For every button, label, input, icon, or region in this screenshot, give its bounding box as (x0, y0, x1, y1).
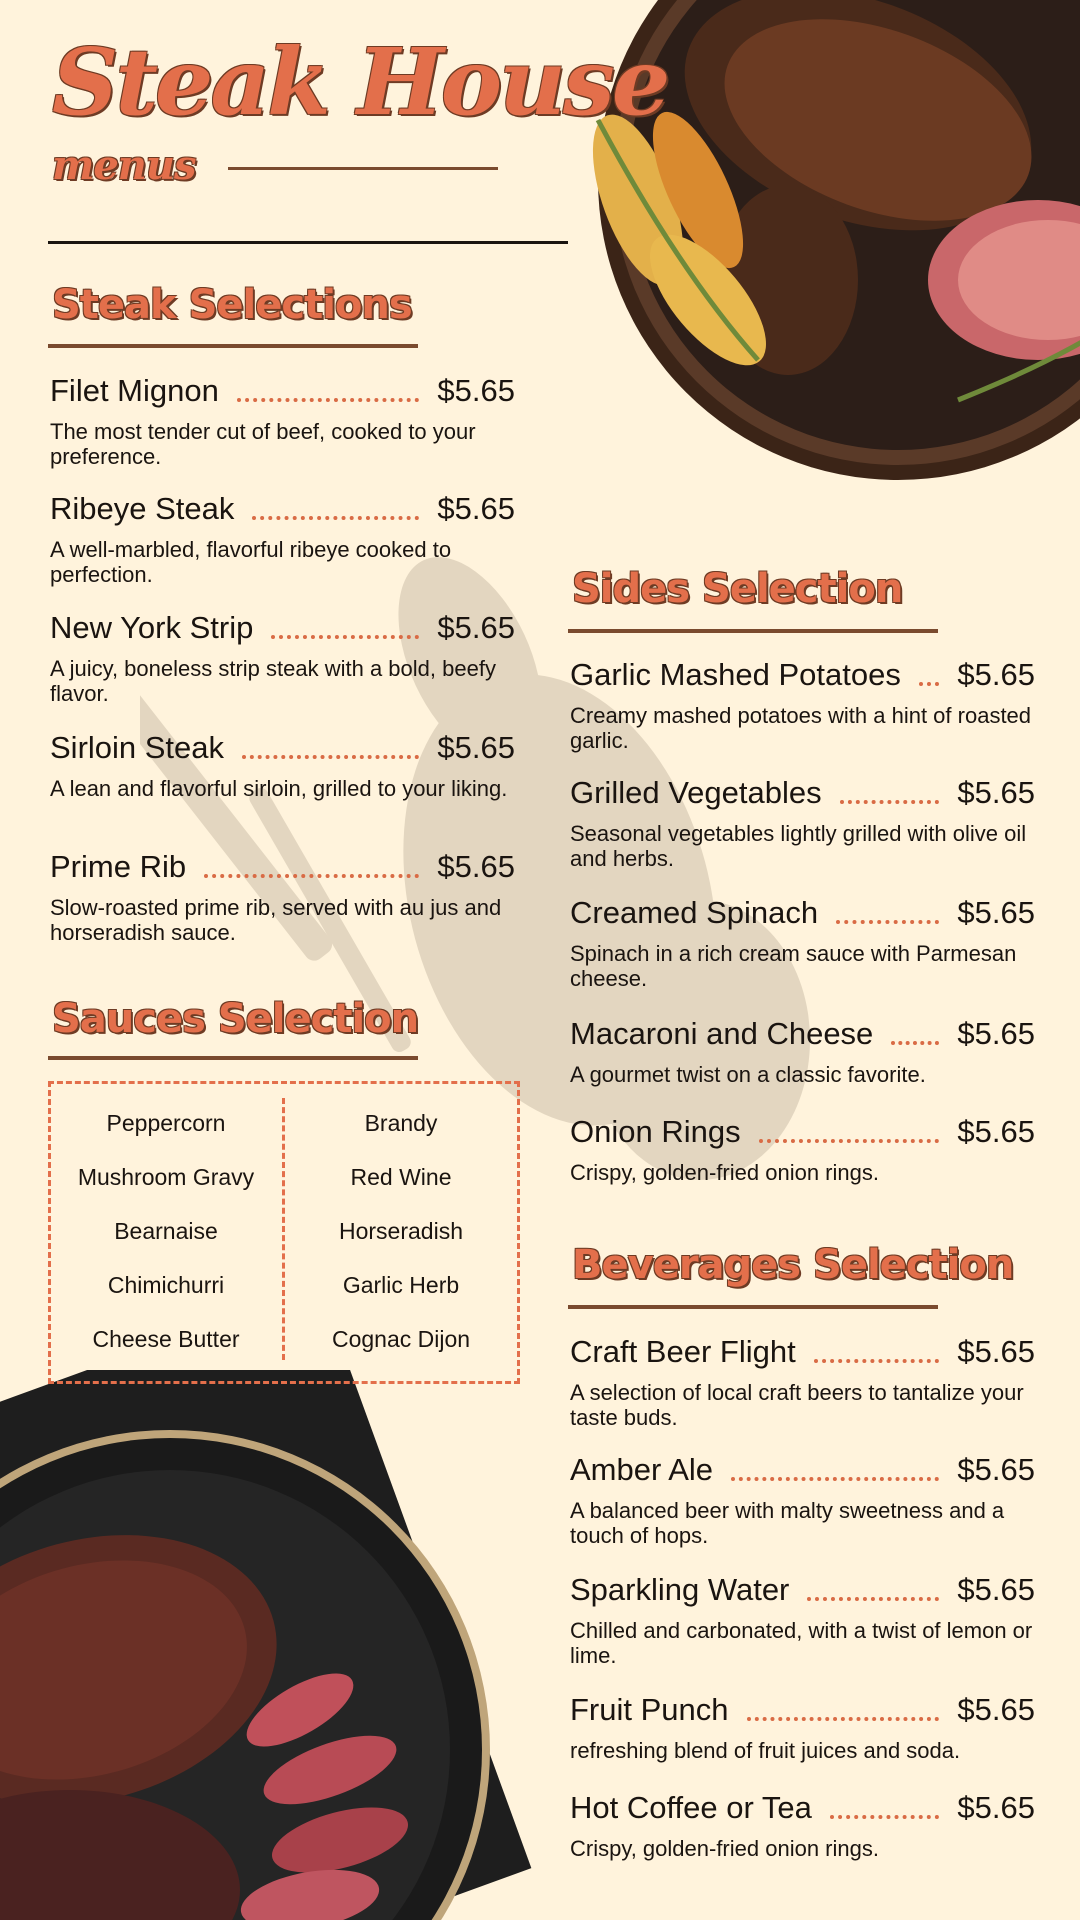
item-name: Creamed Spinach (570, 895, 819, 930)
steak-item (50, 847, 515, 945)
beverage-item (570, 1450, 1035, 1548)
item-name: Fruit Punch (570, 1692, 729, 1727)
leader-dots (759, 1139, 940, 1143)
sauce-item: Peppercorn (106, 1110, 226, 1136)
steak-item (50, 608, 515, 706)
leader-dots (836, 920, 939, 924)
item-name: Garlic Mashed Potatoes (570, 657, 901, 692)
item-name: Grilled Vegetables (570, 775, 822, 810)
item-name: Sirloin Steak (50, 730, 225, 765)
beverage-item (570, 1788, 1035, 1861)
item-price: $5.65 (957, 1016, 1035, 1051)
beverage-item (570, 1690, 1035, 1763)
item-description: Chilled and carbonated, with a twist of lemon or lime. (570, 1618, 1033, 1668)
beverage-item (570, 1570, 1035, 1668)
beverage-item (570, 1332, 1035, 1430)
sauces-left-column (49, 1096, 283, 1366)
beverages-section-title: Beverages Selection (572, 1242, 1014, 1288)
sauces-section-rule (48, 1056, 418, 1060)
sauce-item: Red Wine (350, 1164, 452, 1190)
item-description: A juicy, boneless strip steak with a bold, beefy flavor. (50, 656, 496, 706)
item-description: A lean and flavorful sirloin, grilled to your liking. (50, 776, 508, 801)
side-item (570, 1014, 1035, 1087)
item-name: Amber Ale (570, 1452, 714, 1487)
item-price: $5.65 (957, 1692, 1035, 1727)
leader-dots (919, 682, 940, 686)
sauces-right-column (284, 1096, 518, 1366)
item-description: Spinach in a rich cream sauce with Parmesan cheese. (570, 941, 1017, 991)
menu-title: Steak House (52, 28, 668, 136)
subtitle-rule (228, 167, 498, 170)
item-price: $5.65 (957, 1334, 1035, 1369)
side-item (570, 893, 1035, 991)
leader-dots (271, 635, 419, 639)
side-item (570, 773, 1035, 871)
sauce-item: Bearnaise (114, 1218, 218, 1244)
item-price: $5.65 (957, 1114, 1035, 1149)
sauce-item: Mushroom Gravy (77, 1164, 255, 1190)
item-price: $5.65 (957, 657, 1035, 692)
item-description: Creamy mashed potatoes with a hint of roasted garlic. (570, 703, 1032, 753)
item-name: Ribeye Steak (50, 491, 235, 526)
menu-subtitle: menus (52, 142, 196, 189)
sides-section-rule (568, 629, 938, 633)
beverages-section-rule (568, 1305, 938, 1309)
leader-dots (840, 800, 940, 804)
leader-dots (891, 1041, 939, 1045)
sauce-item: Garlic Herb (342, 1272, 460, 1298)
leader-dots (807, 1597, 939, 1601)
steak-item (50, 728, 515, 801)
item-name: Prime Rib (50, 849, 187, 884)
leader-dots (204, 874, 419, 878)
item-price: $5.65 (437, 730, 515, 765)
sauce-item: Cognac Dijon (331, 1326, 471, 1352)
item-description: Crispy, golden-fried onion rings. (570, 1160, 879, 1185)
item-price: $5.65 (437, 373, 515, 408)
leader-dots (252, 516, 419, 520)
item-name: Hot Coffee or Tea (570, 1790, 812, 1825)
leader-dots (242, 755, 419, 759)
item-description: Seasonal vegetables lightly grilled with olive oil and herbs. (570, 821, 1027, 871)
sauce-item: Cheese Butter (92, 1326, 240, 1352)
item-price: $5.65 (957, 1572, 1035, 1607)
item-description: A balanced beer with malty sweetness and a touch of hops. (570, 1498, 1005, 1548)
item-description: refreshing blend of fruit juices and soda. (570, 1738, 961, 1763)
item-description: A selection of local craft beers to tantalize your taste buds. (570, 1380, 1024, 1430)
item-price: $5.65 (957, 775, 1035, 810)
item-price: $5.65 (957, 1452, 1035, 1487)
item-description: The most tender cut of beef, cooked to your preference. (50, 419, 476, 469)
side-item (570, 655, 1035, 753)
item-price: $5.65 (957, 895, 1035, 930)
sides-section-title: Sides Selection (572, 566, 903, 612)
item-name: Onion Rings (570, 1114, 741, 1149)
sauce-item: Horseradish (339, 1218, 463, 1244)
item-price: $5.65 (437, 849, 515, 884)
item-description: Crispy, golden-fried onion rings. (570, 1836, 879, 1861)
sauce-item: Chimichurri (107, 1272, 225, 1298)
item-description: A well-marbled, flavorful ribeye cooked to perfection. (50, 537, 452, 587)
header-divider (48, 241, 568, 244)
item-name: New York Strip (50, 610, 254, 645)
item-price: $5.65 (437, 491, 515, 526)
steak-item (50, 489, 515, 587)
steak-section-title: Steak Selections (52, 282, 412, 328)
item-name: Craft Beer Flight (570, 1334, 796, 1369)
item-price: $5.65 (437, 610, 515, 645)
item-price: $5.65 (957, 1790, 1035, 1825)
sliced-steak-plate-image (0, 1370, 560, 1920)
sauces-section-title: Sauces Selection (52, 996, 419, 1042)
leader-dots (747, 1717, 940, 1721)
sauce-item: Brandy (364, 1110, 438, 1136)
leader-dots (237, 398, 420, 402)
leader-dots (731, 1477, 939, 1481)
item-name: Sparkling Water (570, 1572, 790, 1607)
item-name: Filet Mignon (50, 373, 219, 408)
item-description: Slow-roasted prime rib, served with au jus and horseradish sauce. (50, 895, 502, 945)
leader-dots (830, 1815, 940, 1819)
leader-dots (814, 1359, 940, 1363)
item-name: Macaroni and Cheese (570, 1016, 874, 1051)
item-description: A gourmet twist on a classic favorite. (570, 1062, 926, 1087)
steak-item (50, 371, 515, 469)
steak-section-rule (48, 344, 418, 348)
side-item (570, 1112, 1035, 1185)
